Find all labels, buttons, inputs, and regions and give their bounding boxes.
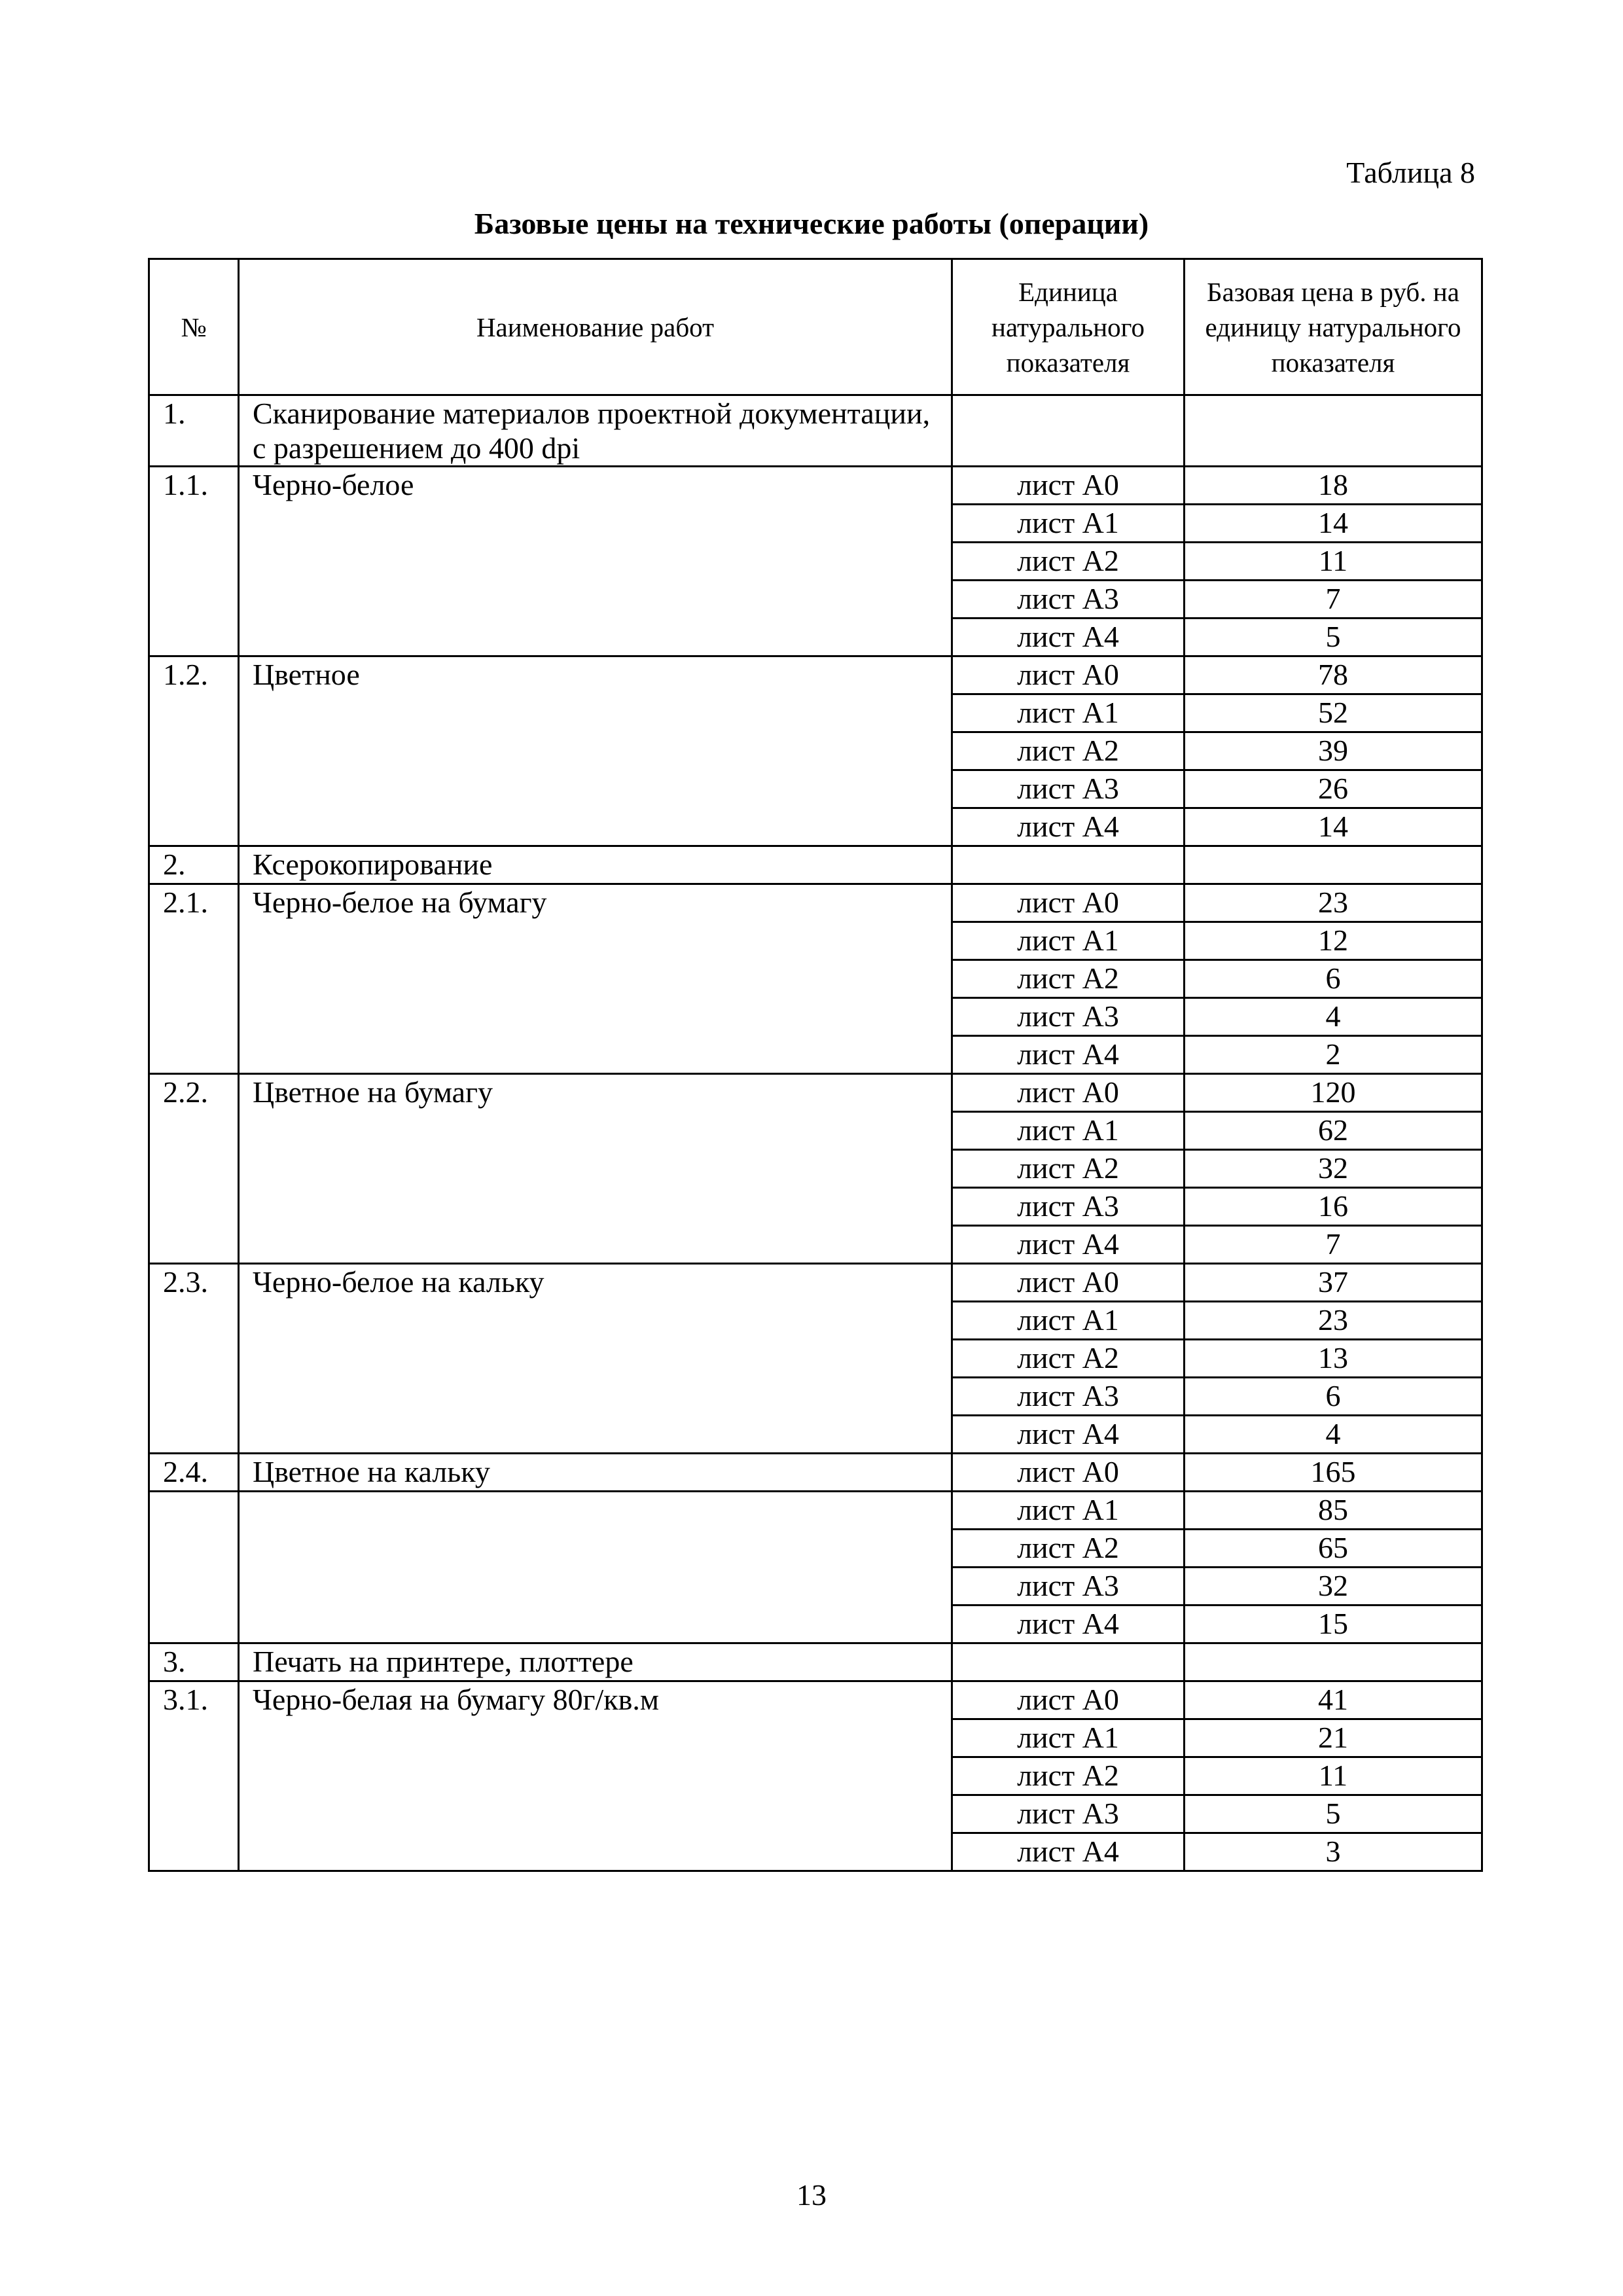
unit-cell: лист А4 <box>952 1833 1185 1871</box>
table-header-row <box>149 259 1482 395</box>
price-cell: 3 <box>1185 1833 1482 1871</box>
row-number: 2.2. <box>149 1074 239 1264</box>
price-cell: 14 <box>1185 505 1482 543</box>
price-cell: 41 <box>1185 1681 1482 1719</box>
price-cell: 2 <box>1185 1036 1482 1074</box>
row-number: 3.1. <box>149 1681 239 1871</box>
table-row <box>149 656 1482 694</box>
table-title: Базовые цены на технические работы (операции) <box>474 207 1149 240</box>
unit-cell: лист А4 <box>952 1416 1185 1454</box>
header-name: Наименование работ <box>239 259 952 395</box>
price-cell: 37 <box>1185 1264 1482 1302</box>
price-cell: 11 <box>1185 543 1482 581</box>
unit-cell: лист А0 <box>952 1074 1185 1112</box>
table-row <box>149 1074 1482 1112</box>
price-cell: 16 <box>1185 1188 1482 1226</box>
unit-cell: лист А0 <box>952 1454 1185 1492</box>
row-number: 1.1. <box>149 467 239 656</box>
unit-cell: лист А1 <box>952 505 1185 543</box>
price-cell: 15 <box>1185 1605 1482 1643</box>
unit-cell <box>952 395 1185 467</box>
unit-cell: лист А3 <box>952 998 1185 1036</box>
work-name-empty <box>239 1492 952 1643</box>
price-cell <box>1185 846 1482 884</box>
price-cell: 32 <box>1185 1568 1482 1605</box>
unit-cell: лист А4 <box>952 808 1185 846</box>
price-cell: 62 <box>1185 1112 1482 1150</box>
price-cell: 26 <box>1185 770 1482 808</box>
work-name: Ксерокопирование <box>239 846 952 884</box>
table-row <box>149 846 1482 884</box>
price-cell: 13 <box>1185 1340 1482 1378</box>
unit-cell: лист А3 <box>952 1378 1185 1416</box>
unit-cell: лист А2 <box>952 1530 1185 1568</box>
work-name: Цветное <box>239 656 952 846</box>
unit-cell: лист А3 <box>952 1795 1185 1833</box>
row-number: 3. <box>149 1643 239 1681</box>
price-cell: 21 <box>1185 1719 1482 1757</box>
unit-cell: лист А1 <box>952 1112 1185 1150</box>
price-cell: 7 <box>1185 581 1482 619</box>
price-cell: 6 <box>1185 960 1482 998</box>
row-number: 1.2. <box>149 656 239 846</box>
unit-cell: лист А0 <box>952 884 1185 922</box>
price-cell: 65 <box>1185 1530 1482 1568</box>
table-row <box>149 1681 1482 1719</box>
price-cell: 39 <box>1185 732 1482 770</box>
price-cell: 52 <box>1185 694 1482 732</box>
row-number-empty <box>149 1492 239 1643</box>
unit-cell: лист А0 <box>952 656 1185 694</box>
unit-cell <box>952 1643 1185 1681</box>
price-cell: 12 <box>1185 922 1482 960</box>
price-cell: 32 <box>1185 1150 1482 1188</box>
price-cell: 23 <box>1185 1302 1482 1340</box>
unit-cell: лист А4 <box>952 1036 1185 1074</box>
unit-cell: лист А1 <box>952 1302 1185 1340</box>
price-cell: 165 <box>1185 1454 1482 1492</box>
price-cell: 4 <box>1185 1416 1482 1454</box>
unit-cell <box>952 846 1185 884</box>
unit-cell: лист А4 <box>952 1605 1185 1643</box>
work-name: Черно-белое на бумагу <box>239 884 952 1074</box>
work-name: Сканирование материалов проектной документации, с разрешением до 400 dpi <box>239 395 952 467</box>
unit-cell: лист А0 <box>952 1264 1185 1302</box>
header-unit: Единица натурального показателя <box>952 259 1185 395</box>
work-name: Печать на принтере, плоттере <box>239 1643 952 1681</box>
price-cell: 85 <box>1185 1492 1482 1530</box>
price-cell: 14 <box>1185 808 1482 846</box>
unit-cell: лист А3 <box>952 581 1185 619</box>
price-cell: 23 <box>1185 884 1482 922</box>
table-row <box>149 1492 1482 1530</box>
unit-cell: лист А2 <box>952 960 1185 998</box>
unit-cell: лист А2 <box>952 543 1185 581</box>
unit-cell: лист А0 <box>952 1681 1185 1719</box>
price-table <box>148 258 1483 1872</box>
row-number: 2.4. <box>149 1454 239 1492</box>
row-number: 1. <box>149 395 239 467</box>
unit-cell: лист А4 <box>952 619 1185 656</box>
price-cell <box>1185 1643 1482 1681</box>
work-name: Цветное на бумагу <box>239 1074 952 1264</box>
unit-cell: лист А2 <box>952 1150 1185 1188</box>
price-cell <box>1185 395 1482 467</box>
unit-cell: лист А3 <box>952 770 1185 808</box>
row-number: 2. <box>149 846 239 884</box>
table-row <box>149 1264 1482 1302</box>
unit-cell: лист А1 <box>952 694 1185 732</box>
unit-cell: лист А4 <box>952 1226 1185 1264</box>
work-name: Цветное на кальку <box>239 1454 952 1492</box>
unit-cell: лист А2 <box>952 1757 1185 1795</box>
work-name: Черно-белая на бумагу 80г/кв.м <box>239 1681 952 1871</box>
unit-cell: лист А3 <box>952 1568 1185 1605</box>
price-cell: 6 <box>1185 1378 1482 1416</box>
price-cell: 11 <box>1185 1757 1482 1795</box>
unit-cell: лист А1 <box>952 1719 1185 1757</box>
header-price: Базовая цена в руб. на единицу натурального показателя <box>1185 259 1482 395</box>
work-name: Черно-белое <box>239 467 952 656</box>
unit-cell: лист А1 <box>952 922 1185 960</box>
page-number: 13 <box>796 2178 827 2212</box>
unit-cell: лист А2 <box>952 1340 1185 1378</box>
work-name: Черно-белое на кальку <box>239 1264 952 1454</box>
unit-cell: лист А2 <box>952 732 1185 770</box>
price-cell: 7 <box>1185 1226 1482 1264</box>
price-cell: 78 <box>1185 656 1482 694</box>
price-cell: 18 <box>1185 467 1482 505</box>
unit-cell: лист А0 <box>952 467 1185 505</box>
row-number: 2.1. <box>149 884 239 1074</box>
table-row <box>149 1643 1482 1681</box>
table-label: Таблица 8 <box>1346 156 1475 189</box>
row-number: 2.3. <box>149 1264 239 1454</box>
price-cell: 4 <box>1185 998 1482 1036</box>
table-row <box>149 467 1482 505</box>
price-cell: 5 <box>1185 1795 1482 1833</box>
unit-cell: лист А3 <box>952 1188 1185 1226</box>
unit-cell: лист А1 <box>952 1492 1185 1530</box>
table-row <box>149 1454 1482 1492</box>
table-row <box>149 884 1482 922</box>
table-body <box>149 395 1482 1871</box>
price-cell: 120 <box>1185 1074 1482 1112</box>
price-cell: 5 <box>1185 619 1482 656</box>
header-num: № <box>149 259 239 395</box>
table-row <box>149 395 1482 467</box>
